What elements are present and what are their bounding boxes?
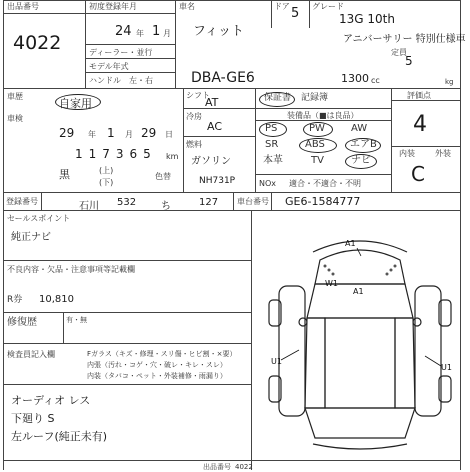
nox-label: NOx (259, 179, 277, 188)
mark-a1-bumper: A1 (345, 239, 356, 248)
score-value: 4 (413, 112, 427, 137)
capacity-label: 定員 (391, 48, 407, 57)
lot-label: 出品番号 (7, 2, 39, 11)
ac-value: AC (207, 120, 223, 133)
inspection-day: 29 (141, 126, 157, 140)
shift-label: シフト (186, 91, 210, 100)
displacement: 1300 (341, 72, 369, 85)
equip-ps: PS (265, 123, 278, 134)
color-code: NH731P (199, 176, 236, 186)
car-name: フィット (193, 24, 244, 39)
right-side-outline (395, 318, 415, 408)
score-label: 評価点 (407, 91, 431, 100)
rear-outline (305, 408, 415, 438)
recycle-label: R券 (7, 295, 23, 305)
doors-value: 5 (291, 6, 300, 21)
left-panel (279, 286, 305, 416)
car-history-label: 車歴 (7, 92, 23, 101)
interior-score: C (411, 162, 425, 186)
equip-leather: 本革 (263, 155, 283, 166)
cc-unit: cc (371, 76, 380, 85)
equip-navi: ナビ (351, 155, 371, 166)
sales-point-text: 純正ナビ (11, 232, 51, 243)
interior-label: 内装 (399, 149, 415, 158)
plate-region: 石川 (79, 201, 99, 212)
mark-w1: W1 (325, 279, 338, 288)
sales-point-label: セールスポイント (7, 214, 71, 223)
doors-label: ドア (274, 2, 290, 11)
color-value: 黒 (59, 168, 70, 181)
plate-number: 127 (199, 197, 219, 208)
inspection-day-unit: 日 (165, 130, 173, 139)
color-lower: (下) (99, 178, 114, 187)
color-change-label: 色替 (155, 172, 171, 181)
first-reg-label: 初度登録年月 (89, 2, 137, 11)
model-code: DBA-GE6 (191, 70, 255, 86)
equip-sr: SR (265, 139, 279, 150)
note-1: オーディオ レス (11, 394, 91, 407)
mark-a1-front: A1 (353, 287, 364, 296)
fuel-label: 燃料 (186, 140, 202, 149)
mirror-right (413, 318, 421, 326)
equip-abs: ABS (305, 139, 325, 150)
shift-value: AT (205, 96, 219, 109)
repair-side-label: 有・無 (66, 316, 87, 324)
exterior-label: 外装 (435, 149, 451, 158)
inspection-month: 1 (107, 126, 115, 140)
note-2: 下廻り S (11, 412, 55, 425)
car-history-value: 自家用 (59, 97, 92, 110)
year-unit: 年 (136, 29, 144, 38)
repair-label: 修復歴 (7, 317, 37, 328)
chassis-label: 車台番号 (237, 197, 269, 206)
fuel-value: ガソリン (191, 156, 231, 167)
recycle-value: 10,810 (39, 294, 74, 305)
handle-label: ハンドル 左・右 (89, 76, 153, 85)
mark-u1-left: U1 (271, 357, 282, 366)
lot-number: 4022 (13, 32, 62, 54)
plate-label: 登録番号 (6, 197, 38, 206)
equip-aw: AW (351, 123, 368, 134)
inspection-label: 車検 (7, 114, 23, 123)
inspection-month-unit: 月 (125, 130, 133, 139)
right-panel (415, 286, 441, 416)
grade-label: グレード (312, 2, 344, 11)
chassis-number: GE6-1584777 (285, 195, 361, 208)
car-diagram (265, 226, 455, 456)
equipment-header: 装備品（■は良品） (287, 111, 359, 120)
inspector-line-2: 内張（汚れ・コゲ・穴・破レ・キレ・スレ） (87, 361, 227, 369)
mirror-left (299, 318, 307, 326)
month-unit: 月 (163, 29, 171, 38)
inspector-label: 検査員記入欄 (7, 350, 55, 359)
ac-label: 冷房 (186, 112, 202, 121)
dealer-label: ディーラー・並行 (89, 48, 153, 57)
footer-lot-number: 4022 (235, 463, 253, 471)
capacity-value: 5 (405, 54, 413, 68)
inspector-line-1: Fガラス（キズ・修理・スリ傷・ヒビ割・×要） (87, 350, 237, 358)
km-unit: km (166, 152, 179, 161)
car-name-label: 車名 (179, 2, 195, 11)
grade-value: 13G 10th (339, 12, 395, 26)
equip-tv: TV (311, 155, 324, 166)
mileage-value: 117365 (75, 147, 157, 161)
first-reg-year: 24 (115, 24, 132, 39)
equip-airbag: エアB (350, 139, 377, 150)
model-year-label: モデル年式 (89, 62, 129, 71)
mark-u1-right: U1 (441, 363, 452, 372)
equip-pw: PW (309, 123, 325, 134)
warranty-label: 保証書 (264, 93, 292, 103)
left-side-outline (305, 318, 325, 408)
roof-outline (325, 318, 395, 408)
inspection-year: 29 (59, 126, 75, 140)
first-reg-month: 1 (152, 24, 161, 39)
plate-kana: ち (161, 201, 171, 212)
plate-class: 532 (117, 197, 137, 208)
nox-value: 適合・不適合・不明 (289, 179, 361, 188)
records-label: 記録簿 (301, 93, 329, 103)
kg-unit: kg (445, 78, 454, 86)
rear-bumper (313, 444, 407, 449)
inspection-year-unit: 年 (88, 130, 96, 139)
inspector-line-3: 内装（タバコ・ペット・外装補修・雨漏り） (87, 372, 227, 380)
faults-label: 不良内容・欠品・注意事項等記載欄 (7, 265, 135, 274)
note-3: 左ルーフ(純正未有) (11, 430, 108, 443)
footer-lot-label: 出品番号 (203, 463, 231, 471)
grade-note: アニバーサリー 特別仕様車 (343, 34, 466, 45)
color-upper: (上) (99, 166, 114, 175)
auction-sheet (3, 0, 466, 471)
